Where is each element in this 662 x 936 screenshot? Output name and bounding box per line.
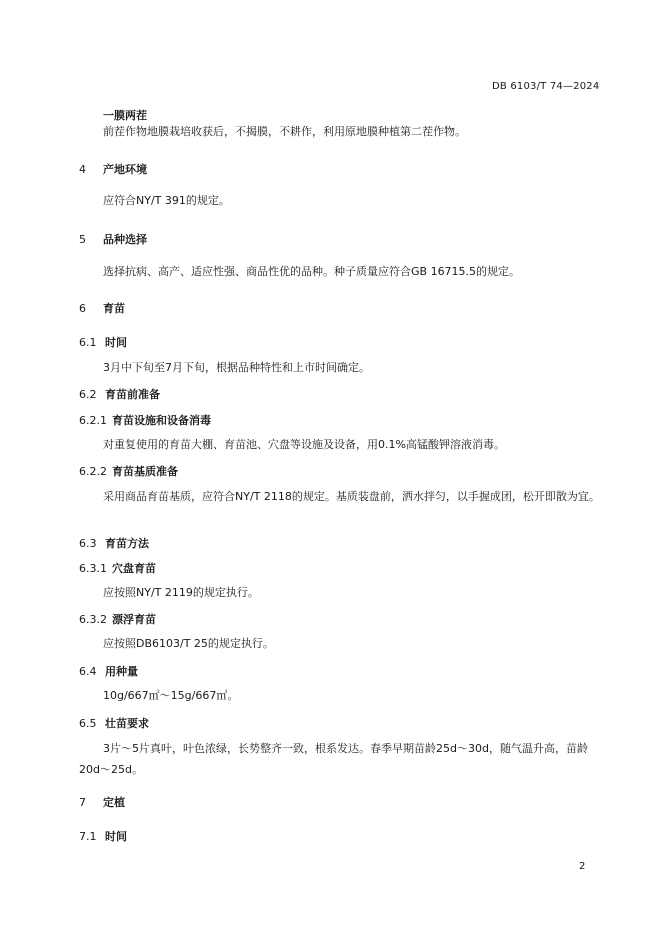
section-title: 用种量 [105,665,138,678]
section-title: 育苗前准备 [105,388,160,401]
document-code: DB 6103/T 74—2024 [492,81,600,92]
section-title: 漂浮育苗 [112,613,156,626]
page-number: 2 [579,861,586,872]
section-6-3-2-text: 应按照DB6103/T 25的规定执行。 [103,637,274,650]
section-number: 6.3 [79,537,97,550]
section-number: 7 [79,796,86,809]
section-title: 时间 [105,336,127,349]
term-definition: 前茬作物地膜栽培收获后，不揭膜，不耕作，利用原地膜种植第二茬作物。 [103,125,466,138]
section-title: 育苗基质准备 [112,465,178,478]
section-4-text: 应符合NY/T 391的规定。 [103,194,230,207]
section-title: 时间 [105,830,127,843]
section-number: 6 [79,302,86,315]
section-6-2-2-heading [79,463,178,479]
section-5-heading [79,231,147,247]
section-number: 7.1 [79,830,97,843]
section-7-heading [79,794,125,810]
section-6-3-2-heading [79,611,156,627]
section-6-2-1-heading [79,412,211,428]
section-6-3-1-text: 应按照NY/T 2119的规定执行。 [103,586,259,599]
section-title: 定植 [103,796,125,809]
section-number: 6.5 [79,717,97,730]
section-6-2-heading [79,386,160,402]
section-title: 品种选择 [103,233,147,246]
section-number: 6.3.2 [79,613,107,626]
section-6-5-heading [79,715,149,731]
section-6-2-2-text: 采用商品育苗基质，应符合NY/T 2118的规定。基质装盘前，洒水拌匀，以手握成团，松开即散为宜。 [103,490,600,503]
section-number: 6.3.1 [79,562,107,575]
section-4-heading [79,161,147,177]
section-number: 6.2.1 [79,414,107,427]
section-title: 育苗方法 [105,537,149,550]
section-6-5-text: 3片～5片真叶，叶色浓绿，长势整齐一致，根系发达。春季早期苗龄25d～30d，随气温升高，苗龄20d～25d。 [79,742,588,776]
section-number: 4 [79,163,86,176]
section-title: 穴盘育苗 [112,562,156,575]
section-6-4-heading [79,663,138,679]
section-6-1-heading [79,334,127,350]
section-5-text: 选择抗病、高产、适应性强、商品性优的品种。种子质量应符合GB 16715.5的规定。 [103,265,521,278]
section-6-3-1-heading [79,560,156,576]
section-6-heading [79,300,125,316]
section-6-3-heading [79,535,149,551]
section-title: 育苗设施和设备消毒 [112,414,211,427]
section-number: 6.4 [79,665,97,678]
section-6-1-text: 3月中下旬至7月下旬，根据品种特性和上市时间确定。 [103,361,370,374]
section-6-4-text: 10g/667㎡～15g/667㎡。 [103,689,239,702]
section-number: 6.1 [79,336,97,349]
term-title: 一膜两茬 [103,109,147,122]
section-title: 育苗 [103,302,125,315]
section-number: 6.2.2 [79,465,107,478]
section-title: 产地环境 [103,163,147,176]
section-title: 壮苗要求 [105,717,149,730]
section-number: 5 [79,233,86,246]
section-6-2-1-text: 对重复使用的育苗大棚、育苗池、穴盘等设施及设备，用0.1%高锰酸钾溶液消毒。 [103,438,505,451]
section-7-1-heading [79,828,127,844]
section-number: 6.2 [79,388,97,401]
